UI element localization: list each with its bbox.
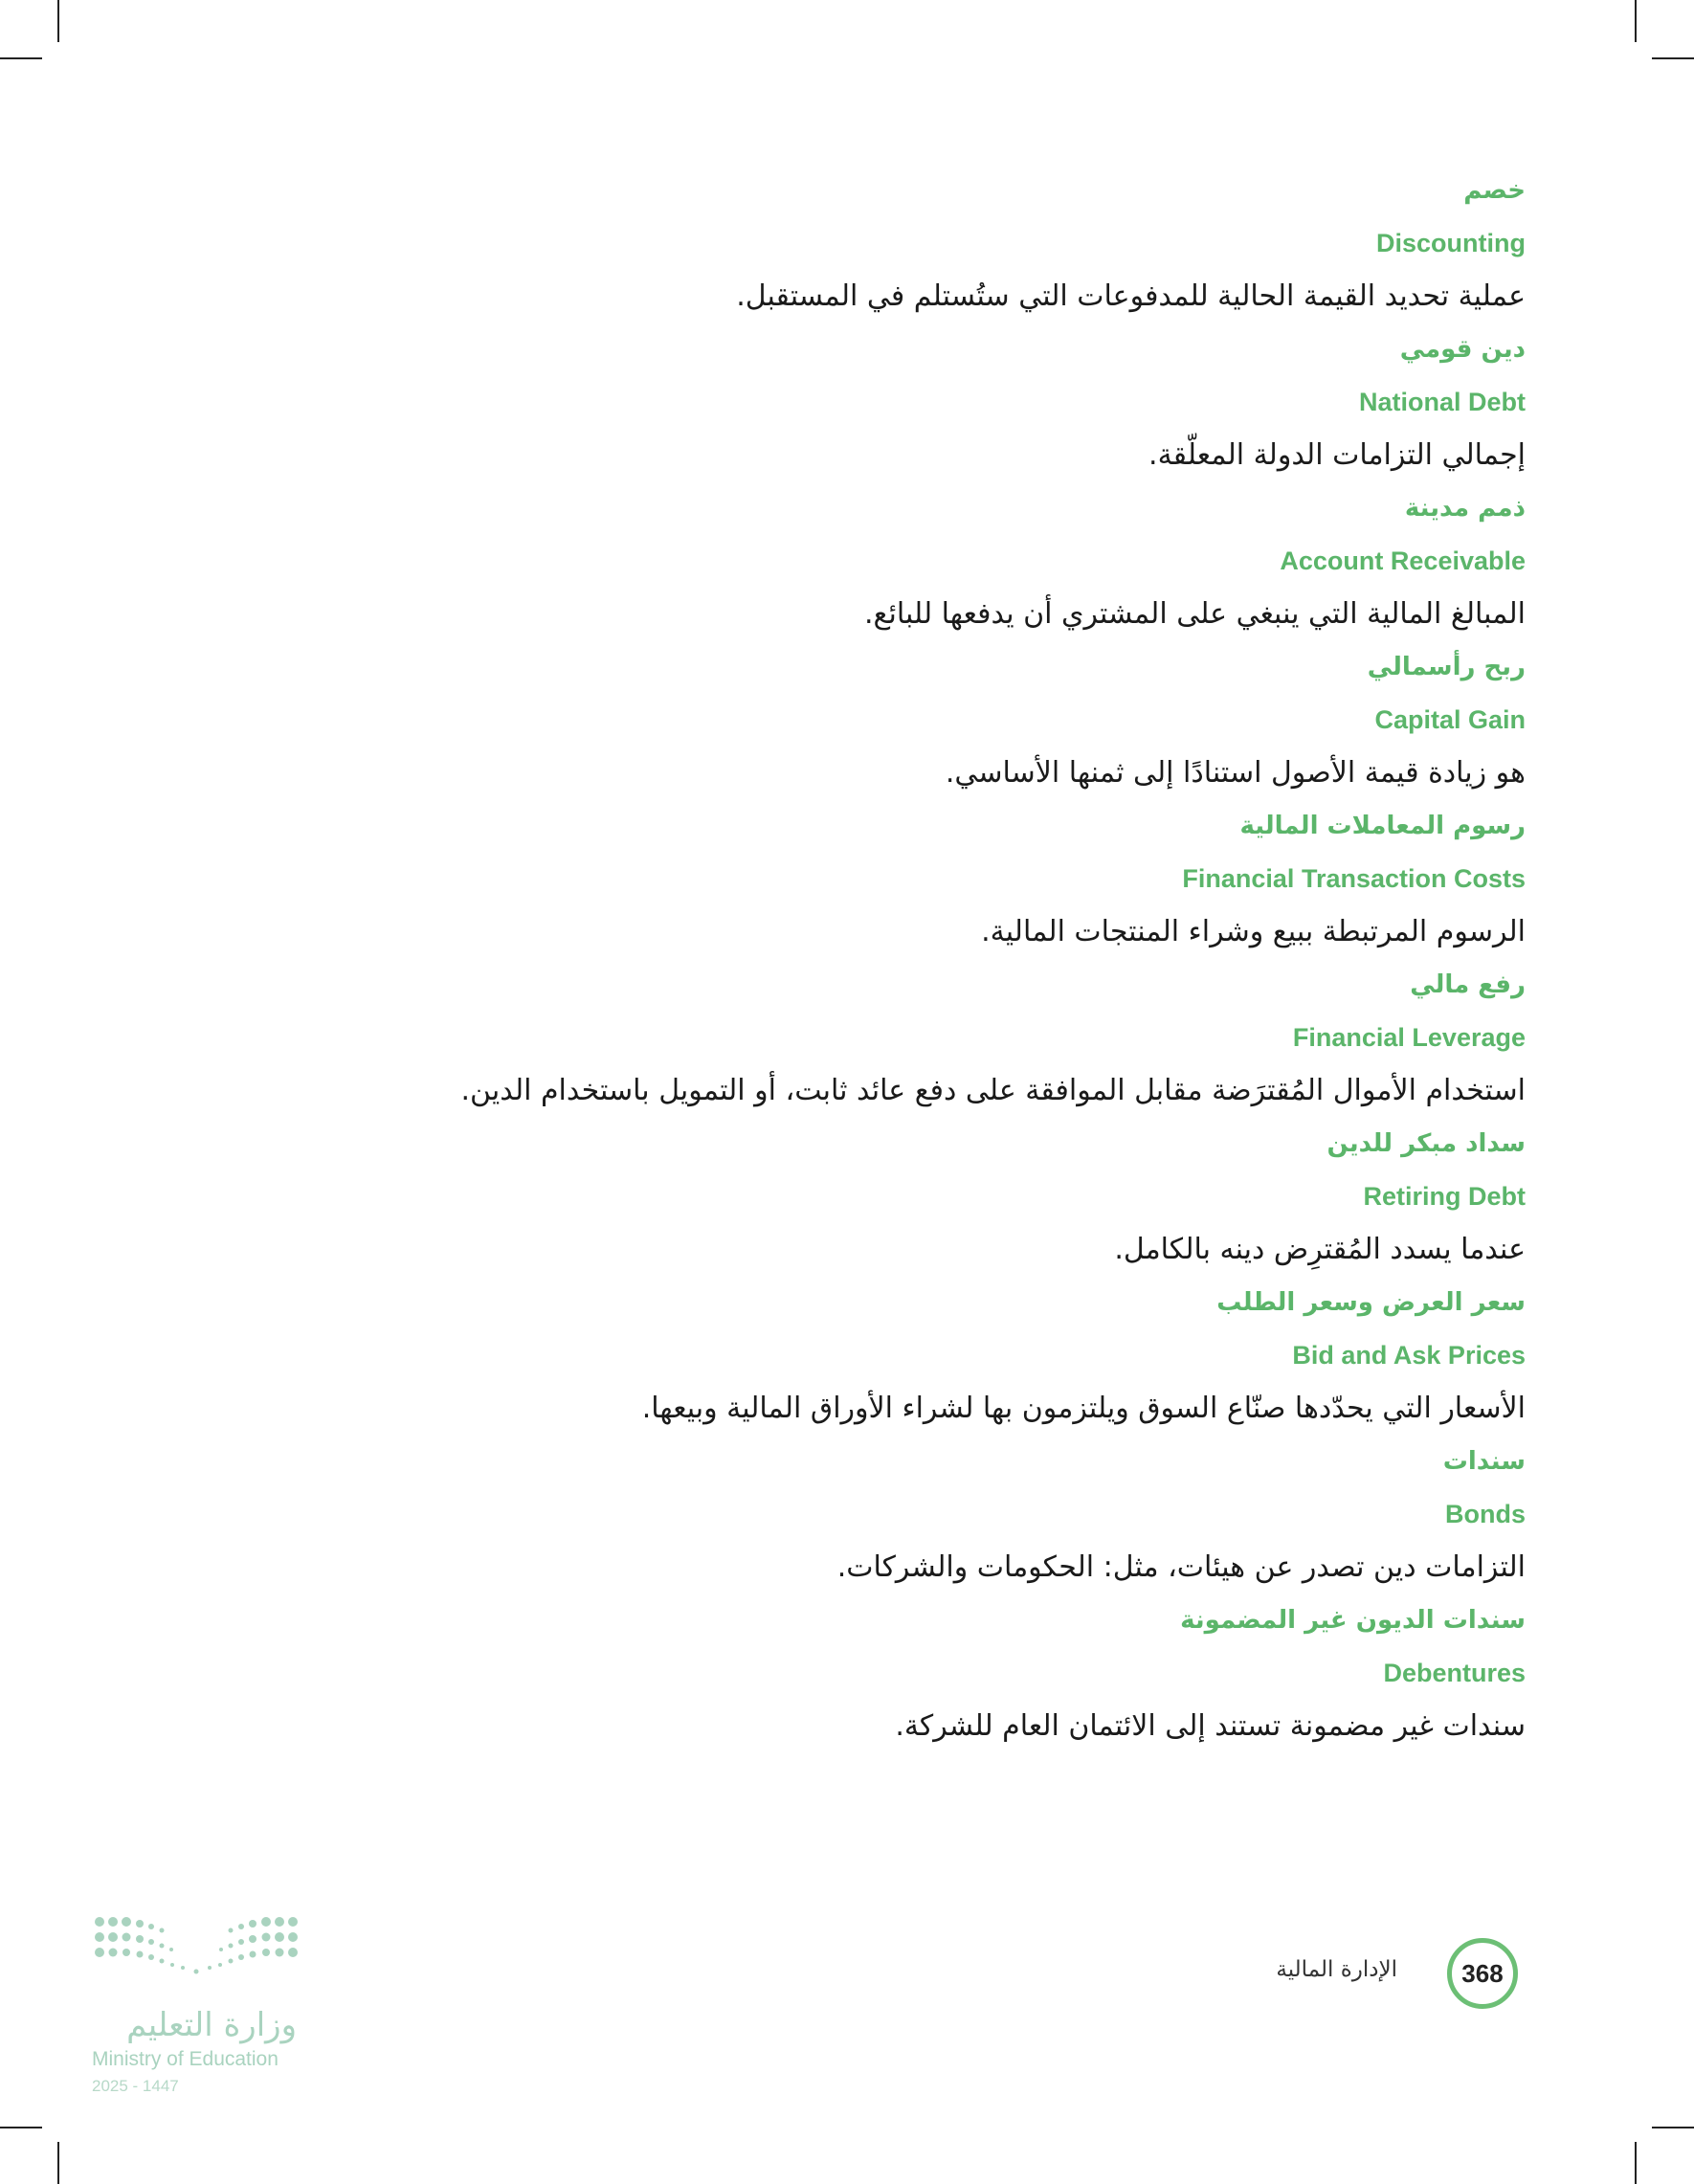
ministry-name-english: Ministry of Education bbox=[92, 2048, 279, 2070]
term-arabic: رسوم المعاملات المالية bbox=[1239, 812, 1526, 840]
term-arabic: سداد مبكر للدين bbox=[1326, 1129, 1526, 1158]
term-arabic: سندات الديون غير المضمونة bbox=[1180, 1606, 1526, 1635]
term-definition: عملية تحديد القيمة الحالية للمدفوعات التي ستُستلم في المستقبل. bbox=[736, 279, 1526, 313]
page-number-badge bbox=[1447, 1938, 1518, 2009]
edition-year: 2025 - 1447 bbox=[92, 2077, 179, 2095]
logo-dots-icon bbox=[92, 1914, 302, 1991]
term-definition: استخدام الأموال المُقترَضة مقابل الموافقة على دفع عائد ثابت، أو التمويل باستخدام الدين. bbox=[460, 1074, 1526, 1107]
term-english: Financial Leverage bbox=[1292, 1023, 1526, 1052]
term-definition: التزامات دين تصدر عن هيئات، مثل: الحكومات والشركات. bbox=[836, 1550, 1526, 1584]
glossary-entry bbox=[281, 800, 1526, 959]
glossary-entry bbox=[281, 1436, 1526, 1594]
term-english: Bid and Ask Prices bbox=[1292, 1341, 1526, 1370]
crop-mark bbox=[0, 2127, 42, 2128]
crop-mark bbox=[57, 0, 59, 42]
ministry-logo bbox=[92, 1914, 312, 2106]
term-english: Bonds bbox=[1445, 1500, 1526, 1528]
term-definition: سندات غير مضمونة تستند إلى الائتمان العام للشركة. bbox=[895, 1709, 1526, 1743]
glossary-entry bbox=[281, 482, 1526, 641]
crop-mark bbox=[57, 2142, 59, 2184]
crop-mark bbox=[1652, 2127, 1694, 2128]
term-definition: المبالغ المالية التي ينبغي على المشتري أن يدفعها للبائع. bbox=[864, 597, 1526, 631]
term-definition: هو زيادة قيمة الأصول استنادًا إلى ثمنها الأساسي. bbox=[945, 756, 1526, 790]
glossary-entry bbox=[281, 165, 1526, 323]
page-number: 368 bbox=[1461, 1958, 1504, 1988]
term-arabic: دين قومي bbox=[1399, 335, 1526, 364]
glossary-entry bbox=[281, 323, 1526, 482]
term-definition: إجمالي التزامات الدولة المعلّقة. bbox=[1148, 438, 1526, 472]
term-english: Capital Gain bbox=[1374, 705, 1526, 734]
crop-mark bbox=[1635, 2142, 1637, 2184]
book-title: الإدارة المالية bbox=[1276, 1957, 1397, 1982]
glossary-entry bbox=[281, 641, 1526, 800]
term-english: Discounting bbox=[1376, 229, 1526, 257]
term-english: Account Receivable bbox=[1280, 546, 1526, 575]
term-arabic: خصم bbox=[1463, 176, 1526, 205]
glossary-entry bbox=[281, 959, 1526, 1118]
crop-mark bbox=[1635, 0, 1637, 42]
term-arabic: سعر العرض وسعر الطلب bbox=[1216, 1288, 1526, 1317]
term-arabic: رفع مالي bbox=[1410, 970, 1526, 999]
glossary-entry bbox=[281, 1118, 1526, 1277]
term-definition: الأسعار التي يحدّدها صنّاع السوق ويلتزمون بها لشراء الأوراق المالية وبيعها. bbox=[641, 1392, 1526, 1425]
term-definition: الرسوم المرتبطة ببيع وشراء المنتجات المالية. bbox=[981, 915, 1526, 948]
glossary-list bbox=[281, 165, 1526, 1753]
crop-mark bbox=[0, 57, 42, 59]
ministry-name-arabic: وزارة التعليم bbox=[126, 2006, 297, 2044]
term-english: Retiring Debt bbox=[1363, 1182, 1526, 1211]
term-arabic: سندات bbox=[1442, 1447, 1526, 1476]
term-definition: عندما يسدد المُقترِض دينه بالكامل. bbox=[1114, 1233, 1526, 1266]
term-english: Debentures bbox=[1383, 1659, 1526, 1687]
crop-mark bbox=[1652, 57, 1694, 59]
glossary-entry bbox=[281, 1277, 1526, 1436]
term-arabic: ذمم مدينة bbox=[1404, 494, 1526, 523]
term-english: Financial Transaction Costs bbox=[1182, 864, 1526, 893]
term-arabic: ربح رأسمالي bbox=[1367, 653, 1526, 681]
glossary-entry bbox=[281, 1594, 1526, 1753]
term-english: National Debt bbox=[1358, 388, 1526, 416]
